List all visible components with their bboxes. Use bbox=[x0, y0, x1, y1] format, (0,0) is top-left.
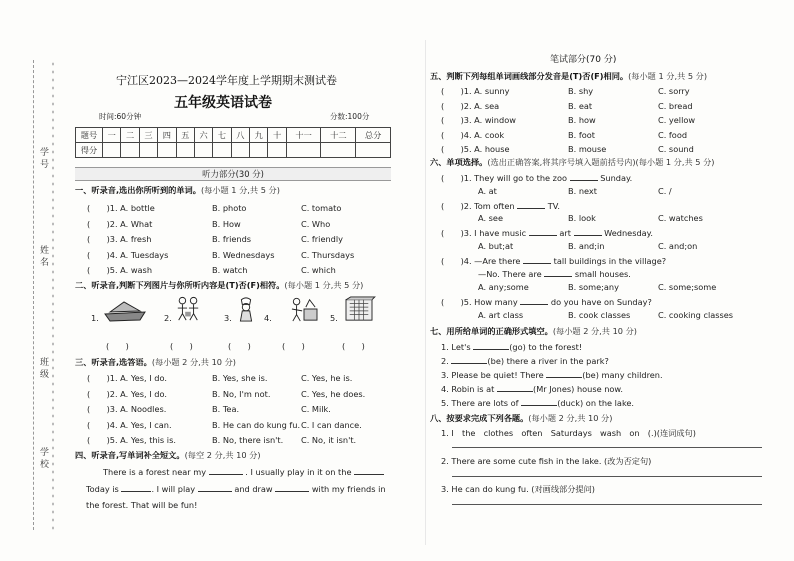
q5-4-b[interactable]: B. foot bbox=[568, 129, 595, 140]
exam-score: 分数:100分 bbox=[330, 112, 370, 121]
q5-3-b[interactable]: B. how bbox=[568, 115, 596, 125]
q7-3: 3. Please be quiet! There (be) many children. bbox=[441, 370, 663, 380]
q1-5-a[interactable]: ( )5. A. wash bbox=[87, 265, 153, 275]
score-cell[interactable] bbox=[356, 143, 391, 158]
q6-1: ( )1. They will go to the zoo Sunday. bbox=[441, 173, 633, 183]
score-cell[interactable] bbox=[321, 143, 356, 158]
score-cell[interactable] bbox=[231, 143, 249, 158]
binding-line bbox=[33, 60, 34, 530]
q6-5-b[interactable]: B. cook classes bbox=[568, 310, 631, 320]
q3-1-b[interactable]: B. Yes, she is. bbox=[212, 373, 268, 383]
margin-label: 名 bbox=[40, 258, 50, 268]
q1-3-b[interactable]: B. friends bbox=[212, 234, 252, 244]
pic-answer-5[interactable]: ( ) bbox=[342, 341, 365, 351]
section-5-title: 五、判断下列每组单词画线部分发音是(T)否(F)相同。(每小题 1 分,共 5 分) bbox=[430, 71, 708, 81]
score-cell[interactable] bbox=[286, 143, 321, 158]
q5-2-b[interactable]: B. eat bbox=[568, 100, 593, 111]
q7-2: 2. (be) there a river in the park? bbox=[441, 356, 609, 366]
q1-2-b[interactable]: B. How bbox=[212, 218, 241, 229]
score-table-header-cell: 五 bbox=[176, 128, 194, 143]
answer-line-3[interactable] bbox=[452, 504, 762, 505]
q8-2: 2. There are some cute fish in the lake. (改为否定句) bbox=[441, 456, 652, 466]
section-8-title: 八、按要求完成下列各题。(每小题 2 分,共 10 分) bbox=[430, 413, 613, 423]
q5-4-c[interactable]: C. food bbox=[658, 129, 688, 140]
q3-3-c[interactable]: C. Milk. bbox=[301, 404, 331, 414]
pic-num-2: 2. bbox=[164, 313, 172, 323]
score-table-header-cell: 二 bbox=[121, 128, 139, 143]
q6-2-c[interactable]: C. watches bbox=[658, 213, 703, 223]
chef-image bbox=[232, 296, 260, 322]
q6-1-a[interactable]: A. at bbox=[478, 186, 497, 196]
q3-5-c[interactable]: C. No, it isn't. bbox=[301, 435, 357, 445]
q3-4-a[interactable]: ( )4. A. Yes, I can. bbox=[87, 419, 172, 430]
pic-num-1: 1. bbox=[91, 313, 99, 323]
q1-3-a[interactable]: ( )3. A. fresh bbox=[87, 234, 152, 244]
score-table-header-cell: 十二 bbox=[321, 128, 356, 143]
score-cell[interactable] bbox=[103, 143, 121, 158]
q1-2-c[interactable]: C. Who bbox=[301, 218, 331, 229]
q6-3: ( )3. I have music art Wednesday. bbox=[441, 228, 653, 238]
q7-4: 4. Robin is at (Mr Jones) house now. bbox=[441, 384, 623, 394]
q8-1: 1. I the clothes often Saturdays wash on (.)(连词成句) bbox=[441, 428, 696, 438]
pic-answer-3[interactable]: ( ) bbox=[228, 341, 251, 351]
q5-3-a[interactable]: ( )3. A. window bbox=[441, 115, 516, 125]
q6-4-line2: —No. There are small houses. bbox=[478, 269, 631, 279]
q5-2-c[interactable]: C. bread bbox=[658, 100, 693, 111]
q5-1-b[interactable]: B. shy bbox=[568, 86, 594, 96]
score-cell[interactable] bbox=[176, 143, 194, 158]
q5-1-a[interactable]: ( )1. A. sunny bbox=[441, 86, 510, 96]
q6-2-a[interactable]: A. see bbox=[478, 213, 504, 223]
pic-num-5: 5. bbox=[330, 313, 338, 323]
margin-label: 级 bbox=[40, 370, 50, 380]
pic-num-4: 4. bbox=[264, 313, 272, 323]
q1-1-a[interactable]: ( )1. A. bottle bbox=[87, 203, 155, 213]
margin-label: 校 bbox=[40, 460, 50, 470]
q1-4-b[interactable]: B. Wednesdays bbox=[212, 249, 275, 260]
blank-1[interactable] bbox=[209, 466, 243, 475]
q3-2-b[interactable]: B. No, I'm not. bbox=[212, 388, 271, 399]
building-image bbox=[342, 296, 376, 322]
blank-2[interactable] bbox=[354, 466, 384, 475]
score-table-header-cell: 七 bbox=[213, 128, 231, 143]
q5-3-c[interactable]: C. yellow bbox=[658, 115, 696, 125]
margin-label: 学 bbox=[40, 448, 50, 458]
q1-4-c[interactable]: C. Thursdays bbox=[301, 249, 355, 260]
margin-label: 学 bbox=[40, 148, 50, 158]
page-fold bbox=[425, 40, 426, 545]
q1-3-c[interactable]: C. friendly bbox=[301, 234, 343, 244]
answer-line-1[interactable] bbox=[452, 447, 762, 448]
score-table-header-cell: 一 bbox=[103, 128, 121, 143]
q3-5-b[interactable]: B. No, there isn't. bbox=[212, 435, 284, 445]
score-table bbox=[75, 127, 391, 158]
q1-1-c[interactable]: C. tomato bbox=[301, 203, 342, 213]
q6-4: ( )4. —Are there tall buildings in the village? bbox=[441, 256, 667, 266]
q6-1-c[interactable]: C. / bbox=[658, 186, 672, 196]
q6-4-a[interactable]: A. any;some bbox=[478, 282, 529, 292]
score-cell[interactable] bbox=[250, 143, 268, 158]
q1-5-b[interactable]: B. watch bbox=[212, 265, 248, 275]
q3-4-b[interactable]: B. He can do kung fu. bbox=[212, 419, 301, 430]
passage-line-2: Today is . I will play and draw with my friends in bbox=[86, 484, 386, 494]
q1-4-a[interactable]: ( )4. A. Tuesdays bbox=[87, 249, 169, 260]
score-table-header-cell: 十 bbox=[268, 128, 286, 143]
margin-label: 班 bbox=[40, 358, 50, 368]
q3-2-a[interactable]: ( )2. A. Yes, I do. bbox=[87, 388, 167, 399]
score-table-header-cell: 总分 bbox=[356, 128, 391, 143]
q3-3-a[interactable]: ( )3. A. Noodles. bbox=[87, 404, 167, 414]
passage-line-3: the forest. That will be fun! bbox=[86, 500, 198, 510]
cooking-people-image bbox=[174, 296, 202, 322]
q3-4-c[interactable]: C. I can dance. bbox=[301, 419, 362, 430]
q5-1-c[interactable]: C. sorry bbox=[658, 86, 690, 96]
score-table-header-cell: 三 bbox=[139, 128, 157, 143]
score-table-header-cell: 题号 bbox=[76, 128, 103, 143]
q6-3-c[interactable]: C. and;on bbox=[658, 241, 698, 251]
passage-line-1: There is a forest near my . I usually play in it on the bbox=[103, 466, 384, 477]
pic-num-3: 3. bbox=[224, 313, 232, 323]
q5-5-c[interactable]: C. sound bbox=[658, 144, 694, 154]
score-table-header-cell: 六 bbox=[194, 128, 212, 143]
q1-2-a[interactable]: ( )2. A. What bbox=[87, 218, 153, 229]
blank-5[interactable] bbox=[275, 483, 309, 492]
pic-answer-4[interactable]: ( ) bbox=[282, 341, 305, 351]
section-3-title: 三、听录音,选答语。(每小题 2 分,共 10 分) bbox=[75, 357, 236, 367]
q7-5: 5. There are lots of (duck) on the lake. bbox=[441, 398, 635, 408]
section-4-title: 四、听录音,写单词补全短文。(每空 2 分,共 10 分) bbox=[75, 450, 261, 460]
q1-1-b[interactable]: B. photo bbox=[212, 203, 247, 213]
margin-label: 号 bbox=[40, 160, 50, 170]
q3-5-a[interactable]: ( )5. A. Yes, this is. bbox=[87, 435, 176, 445]
q3-2-c[interactable]: C. Yes, he does. bbox=[301, 388, 366, 399]
margin-label: 姓 bbox=[40, 246, 50, 256]
section-7-title: 七、用所给单词的正确形式填空。(每小题 2 分,共 10 分) bbox=[430, 326, 637, 336]
q1-5-c[interactable]: C. which bbox=[301, 265, 336, 275]
score-table-header-cell: 四 bbox=[158, 128, 176, 143]
listening-header: 听力部分(30 分) bbox=[75, 167, 391, 181]
q6-5-c[interactable]: C. cooking classes bbox=[658, 310, 734, 320]
written-header: 笔试部分(70 分) bbox=[550, 55, 617, 65]
exam-subject: 五年级英语试卷 bbox=[174, 95, 272, 111]
q7-1: 1. Let's (go) to the forest! bbox=[441, 342, 583, 352]
score-cell[interactable] bbox=[139, 143, 157, 158]
score-table-header-cell: 九 bbox=[250, 128, 268, 143]
pic-answer-2[interactable]: ( ) bbox=[170, 341, 193, 351]
q5-4-a[interactable]: ( )4. A. cook bbox=[441, 129, 505, 140]
section-1-title: 一、听录音,选出你所听到的单词。(每小题 1 分,共 5 分) bbox=[75, 185, 280, 195]
q3-1-a[interactable]: ( )1. A. Yes, I do. bbox=[87, 373, 167, 383]
q6-5: ( )5. How many do you have on Sunday? bbox=[441, 297, 652, 307]
q6-5-a[interactable]: A. art class bbox=[478, 310, 524, 320]
q8-3: 3. He can do kung fu. (对画线部分提问) bbox=[441, 484, 595, 494]
section-2-title: 二、听录音,判断下列图片与你所听内容是(T)否(F)相符。(每小题 1 分,共 5 分) bbox=[75, 280, 364, 290]
q3-1-c[interactable]: C. Yes, he is. bbox=[301, 373, 353, 383]
q6-2: ( )2. Tom often TV. bbox=[441, 201, 560, 211]
score-table-header-cell: 八 bbox=[231, 128, 249, 143]
score-table-header-cell: 十一 bbox=[286, 128, 321, 143]
boat-image bbox=[102, 298, 148, 324]
q5-5-b[interactable]: B. mouse bbox=[568, 144, 607, 154]
q3-3-b[interactable]: B. Tea. bbox=[212, 404, 240, 414]
exam-time: 时间:60分钟 bbox=[99, 112, 142, 121]
q6-4-c[interactable]: C. some;some bbox=[658, 282, 717, 292]
score-cell[interactable] bbox=[268, 143, 286, 158]
score-cell[interactable] bbox=[213, 143, 231, 158]
score-cell[interactable] bbox=[194, 143, 212, 158]
q6-4-b[interactable]: B. some;any bbox=[568, 282, 619, 292]
pic-answer-1[interactable]: ( ) bbox=[106, 341, 129, 351]
score-cell[interactable] bbox=[158, 143, 176, 158]
q6-3-a[interactable]: A. but;at bbox=[478, 241, 514, 251]
q6-2-b[interactable]: B. look bbox=[568, 213, 596, 223]
exam-title: 宁江区2023—2024学年度上学期期末测试卷 bbox=[116, 74, 337, 87]
q6-3-b[interactable]: B. and;in bbox=[568, 241, 605, 251]
blank-3[interactable] bbox=[121, 483, 151, 492]
washing-clothes-image bbox=[286, 296, 322, 322]
section-6-title: 六、单项选择。(选出正确答案,将其序号填入题前括号内)(每小题 1 分,共 5 分) bbox=[430, 157, 715, 167]
answer-line-2[interactable] bbox=[452, 476, 762, 477]
blank-4[interactable] bbox=[198, 483, 232, 492]
q6-1-b[interactable]: B. next bbox=[568, 186, 597, 196]
q5-5-a[interactable]: ( )5. A. house bbox=[441, 144, 510, 154]
q5-2-a[interactable]: ( )2. A. sea bbox=[441, 100, 500, 111]
score-cell[interactable] bbox=[121, 143, 139, 158]
score-table-row-label: 得分 bbox=[76, 143, 103, 158]
